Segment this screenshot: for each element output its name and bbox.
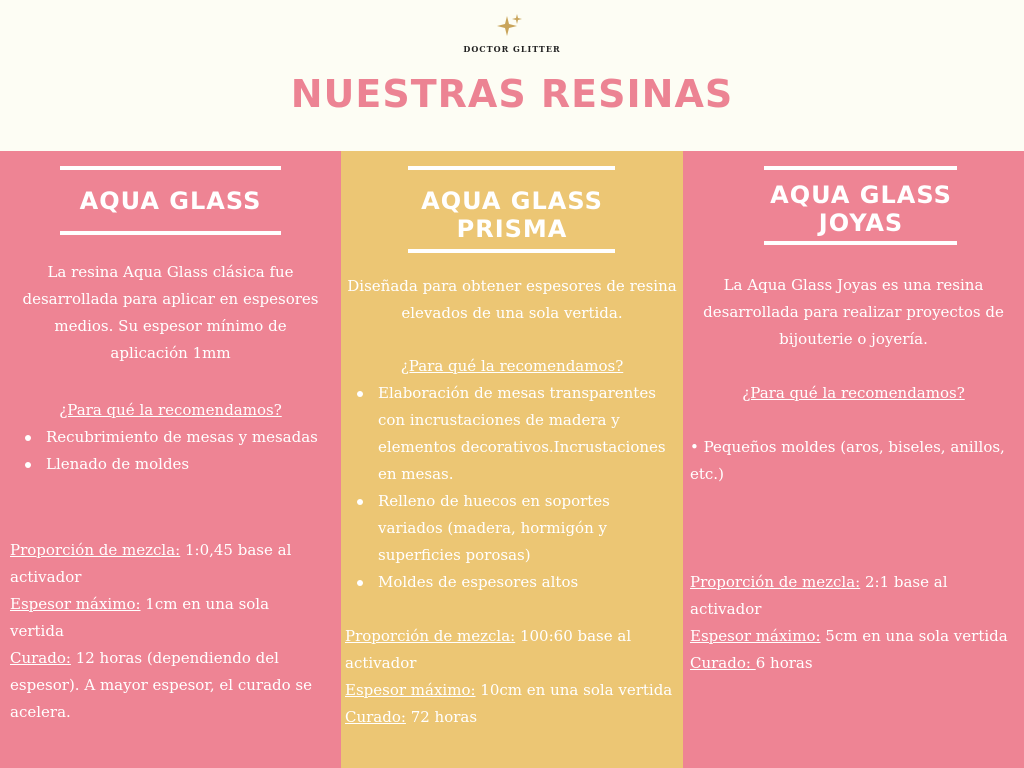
header <box>0 0 1024 151</box>
max-thickness-value: 1cm en una sola <box>140 595 270 613</box>
column-title <box>723 181 999 237</box>
title-line: JOYAS <box>818 209 904 237</box>
description <box>341 273 683 327</box>
uses-list <box>344 380 679 596</box>
cure-label: Curado: <box>345 708 406 726</box>
mix-value-cont: activador <box>690 600 762 618</box>
list-item: Elaboración de mesas transparentes con incrustaciones de madera y elementos decorativos.Incrustaciones en mesas. <box>344 380 679 488</box>
heading-rule-bottom <box>408 249 615 253</box>
description-line: La resina Aqua Glass clásica fue <box>47 263 294 281</box>
specs <box>690 569 1022 677</box>
recommend-question: ¿Para qué la recomendamos? <box>59 401 282 419</box>
description-line: elevados de una sola vertida. <box>401 304 623 322</box>
max-thickness-value: 5cm en una sola vertida <box>820 627 1008 645</box>
cure-label: Curado: <box>10 649 71 667</box>
sparkle-icon <box>497 14 523 40</box>
mix-value-cont: activador <box>345 654 417 672</box>
description-line: bijouterie o joyería. <box>779 330 928 348</box>
cure-value: 72 horas <box>405 708 478 726</box>
max-thickness-value: 10cm en una sola vertida <box>475 681 673 699</box>
cure-label: Curado: <box>690 654 756 672</box>
description-line: desarrollada para realizar proyectos de <box>703 303 1004 321</box>
cure-value-cont: acelera. <box>10 703 71 721</box>
specs <box>345 623 681 731</box>
list-item: Llenado de moldes <box>12 451 337 478</box>
description-line: desarrollada para aplicar en espesores <box>22 290 319 308</box>
max-thickness-label: Espesor máximo: <box>690 627 821 645</box>
description-line: La Aqua Glass Joyas es una resina <box>723 276 984 294</box>
mix-value: 100:60 base al <box>515 627 632 645</box>
heading-rule-top <box>408 166 615 170</box>
cure-value: 12 horas (dependiendo del <box>70 649 279 667</box>
uses-line: • Pequeños moldes (aros, biseles, anillos, <box>690 438 1005 456</box>
recommend-question: ¿Para qué la recomendamos? <box>742 384 965 402</box>
heading-rule-bottom <box>764 241 957 245</box>
mix-label: Proporción de mezcla: <box>345 627 516 645</box>
cure-value: 6 horas <box>755 654 813 672</box>
description-line: Diseñada para obtener espesores de resina <box>347 277 677 295</box>
description <box>0 259 341 367</box>
uses-text <box>690 434 1020 488</box>
column-aqua-glass <box>0 151 341 768</box>
description-line: aplicación 1mm <box>110 344 231 362</box>
heading-rule-bottom <box>60 231 281 235</box>
mix-value-cont: activador <box>10 568 82 586</box>
max-thickness-label: Espesor máximo: <box>345 681 476 699</box>
title-line: AQUA GLASS <box>421 187 603 215</box>
list-item: Relleno de huecos en soportes variados (madera, hormigón y superficies porosas) <box>344 488 679 569</box>
uses-list <box>12 424 337 478</box>
mix-value: 1:0,45 base al <box>180 541 292 559</box>
cure-value-cont: espesor). A mayor espesor, el curado se <box>10 676 312 694</box>
mix-label: Proporción de mezcla: <box>690 573 861 591</box>
heading-rule-top <box>764 166 957 170</box>
recommend-question: ¿Para qué la recomendamos? <box>400 357 624 375</box>
max-thickness-cont: vertida <box>10 622 64 640</box>
brand-name: DOCTOR GLITTER <box>463 44 561 54</box>
mix-value: 2:1 base al <box>860 573 948 591</box>
list-item: Recubrimiento de mesas y mesadas <box>12 424 337 451</box>
max-thickness-label: Espesor máximo: <box>10 595 141 613</box>
page-title: NUESTRAS RESINAS <box>290 72 734 116</box>
list-item: Moldes de espesores altos <box>344 569 679 596</box>
title-line: AQUA GLASS <box>770 181 952 209</box>
column-title <box>381 187 643 243</box>
title-line: PRISMA <box>456 215 568 243</box>
specs <box>10 537 335 726</box>
uses-line: etc.) <box>690 465 724 483</box>
description <box>683 272 1024 353</box>
column-aqua-glass-prisma <box>341 151 683 768</box>
column-title: AQUA GLASS <box>79 187 262 215</box>
heading-rule-top <box>60 166 281 170</box>
description-line: medios. Su espesor mínimo de <box>54 317 287 335</box>
mix-label: Proporción de mezcla: <box>10 541 181 559</box>
column-aqua-glass-joyas <box>683 151 1024 768</box>
